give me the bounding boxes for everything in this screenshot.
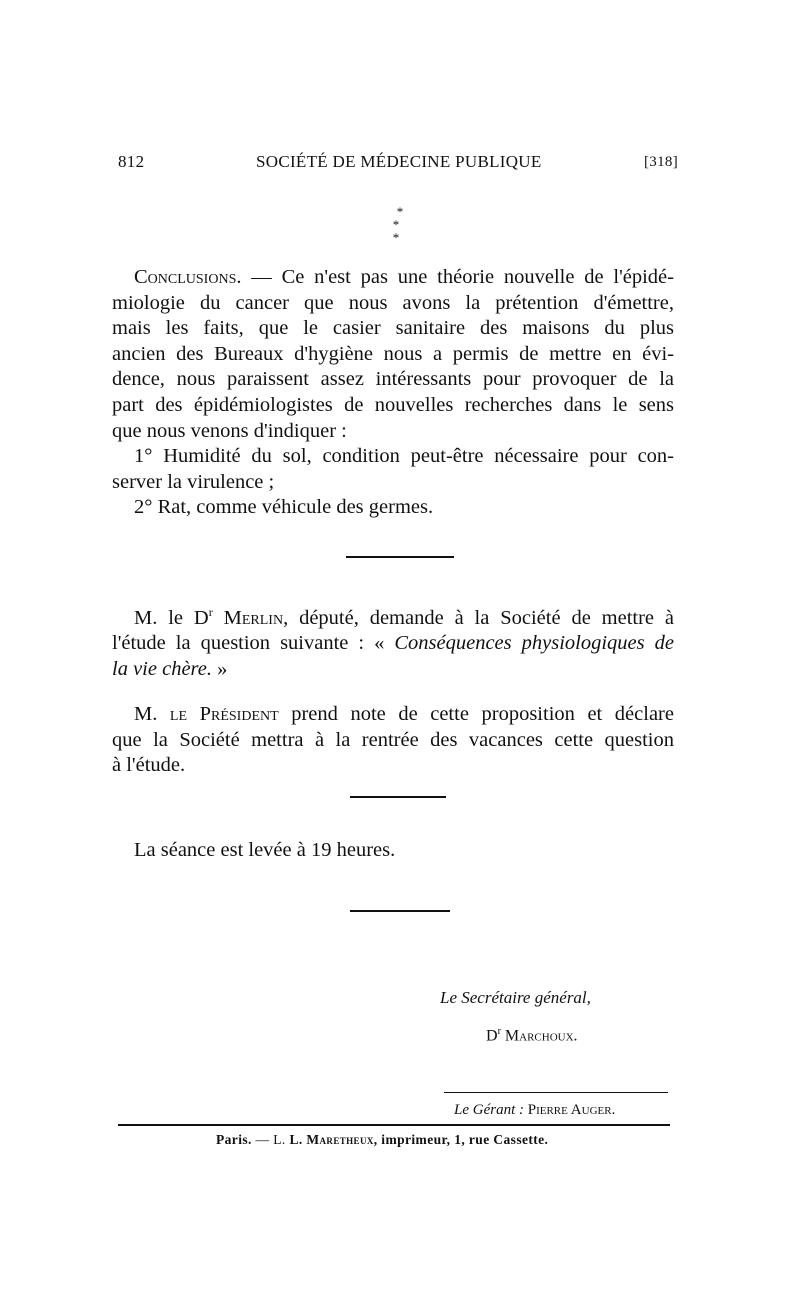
- imprint-line: Paris. — L. L. Maretheux, imprimeur, 1, rue Cassette.: [216, 1132, 549, 1147]
- bracket-reference: [318]: [644, 154, 678, 170]
- section-rule: [350, 796, 446, 798]
- section-rule: [350, 910, 450, 912]
- text-line: ancien des Bureaux d'hygiène nous a permis de mettre en évi-: [112, 342, 674, 365]
- closing-line: La séance est levée à 19 heures.: [134, 839, 396, 861]
- person-name: Merlin: [223, 606, 284, 629]
- list-item-1: 1° Humidité du sol, condition peut-être nécessaire pour con-: [134, 445, 674, 468]
- signatory-name: Marchoux.: [504, 1027, 578, 1045]
- text-line: server la virulence ;: [112, 470, 275, 493]
- text-line: mais les faits, que le casier sanitaire des maisons du plus: [112, 317, 674, 340]
- text-line: M. le Président prend note de cette proposition et déclare: [134, 703, 674, 725]
- imprint-rule: [118, 1124, 670, 1126]
- gerant-line: [454, 1102, 615, 1119]
- printer-name: L. Maretheux: [289, 1132, 374, 1147]
- signature-name-line: $D^r$ Marchoux.: [486, 1026, 578, 1045]
- text-line: la vie chère. »: [112, 658, 228, 681]
- text-line: miologie du cancer que nous avons la prétention d'émettre,: [112, 291, 674, 314]
- asterism-bottom: * *: [392, 217, 408, 245]
- page-number: 812: [118, 152, 145, 171]
- text-line: à l'étude.: [112, 754, 186, 777]
- running-header: [118, 152, 678, 182]
- text-line: M. le $D^r$ Merlin, député, demande à la Société de mettre à: [134, 605, 675, 629]
- closing-paragraph: [112, 838, 674, 864]
- list-item-2: 2° Rat, comme véhicule des germes.: [134, 496, 434, 519]
- conclusions-paragraph: [112, 265, 674, 521]
- gerant-label: Le Gérant :: [454, 1102, 524, 1118]
- text-line: part des épidémiologistes de nouvelles recherches dans le sens: [112, 393, 674, 416]
- president-label: M. le Président: [134, 703, 279, 725]
- gerant-name: Pierre Auger.: [527, 1102, 616, 1118]
- section-rule: [346, 556, 454, 558]
- text-line: Conclusions. — Ce n'est pas une théorie nouvelle de l'épidé-: [134, 266, 674, 288]
- gerant-rule: [444, 1092, 668, 1093]
- asterism: [380, 204, 420, 245]
- text-line: l'étude la question suivante : « Conséquences physiologiques de: [112, 632, 674, 655]
- conclusions-label: Conclusions.: [134, 266, 242, 288]
- text-line: que la Société mettra à la rentrée des vacances cette question: [112, 728, 674, 751]
- signature-role: Le Secrétaire général,: [440, 988, 591, 1007]
- merlin-paragraph: [112, 600, 674, 683]
- running-title: SOCIÉTÉ DE MÉDECINE PUBLIQUE: [256, 152, 542, 171]
- text-line: que nous venons d'indiquer :: [112, 419, 347, 442]
- asterism-top: *: [396, 204, 404, 219]
- text-line: dence, nous paraissent assez intéressants pour provoquer de la: [112, 368, 674, 391]
- president-paragraph: [112, 702, 674, 779]
